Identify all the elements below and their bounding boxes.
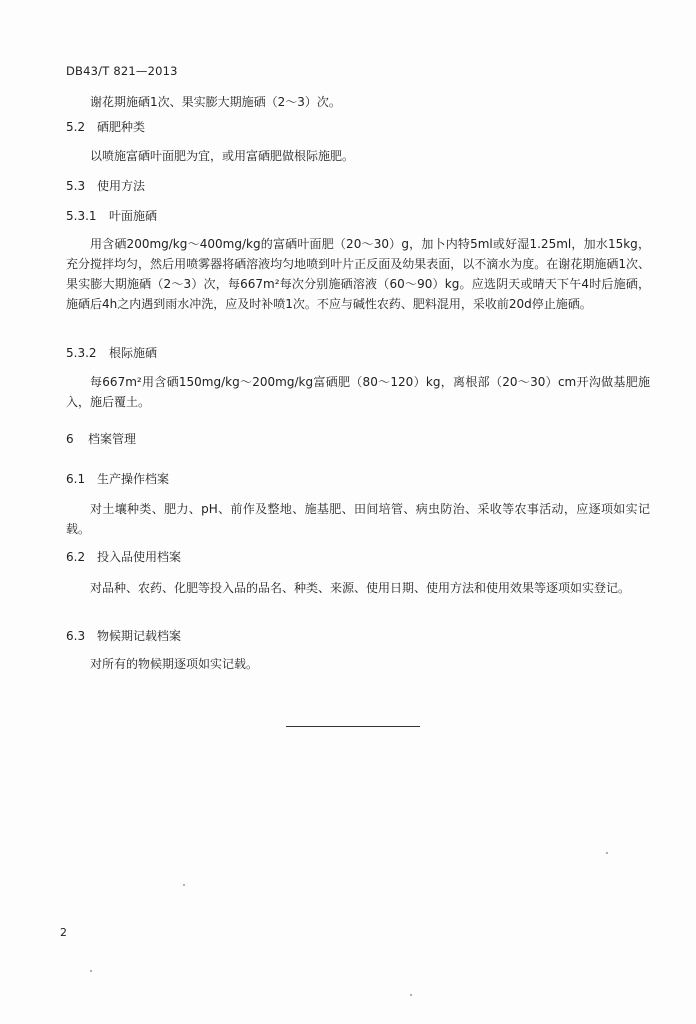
section-5-3-2-heading — [66, 344, 157, 362]
section-number: 5.3 — [66, 179, 86, 193]
section-6-heading — [66, 430, 136, 448]
section-5-3-1-paragraph: 用含硒200mg/kg～400mg/kg的富硒叶面肥（20～30）g，加卜内特5ml或好湿1.25ml，加水15kg，充分搅拌均匀，然后用喷雾器将硒溶液均匀地喷到叶片正反面及幼果表面，以不滴水为度。在谢花期施硒1次、果实膨大期施硒（2～3）次，每667m²每次分别施硒溶液（60～90）kg。应选阴天或晴天下午4时后施硒，施硒后4h之内遇到雨水冲洗，应及时补喷1次。不应与碱性农药、肥料混用，采收前20d停止施硒。 — [66, 237, 650, 311]
section-6-2-paragraph: 对品种、农药、化肥等投入品的品名、种类、来源、使用日期、使用方法和使用效果等逐项如实登记。 — [90, 581, 631, 595]
section-6-3-heading — [66, 627, 181, 645]
section-5-2-paragraph: 以喷施富硒叶面肥为宜，或用富硒肥做根际施肥。 — [90, 149, 355, 163]
page-number: 2 — [60, 926, 67, 939]
section-6-3-paragraph: 对所有的物候期逐项如实记载。 — [90, 657, 259, 671]
section-title: 叶面施硒 — [109, 209, 158, 223]
standard-code-header: DB43/T 821—2013 — [66, 64, 178, 78]
section-title: 根际施硒 — [109, 346, 158, 360]
section-number: 6.2 — [66, 550, 86, 564]
scan-speck — [183, 884, 185, 886]
section-title: 投入品使用档案 — [97, 550, 182, 564]
section-number: 5.3.1 — [66, 209, 97, 223]
end-of-document-rule — [286, 726, 420, 727]
section-6-1-paragraph: 对土壤种类、肥力、pH、前作及整地、施基肥、田间培管、病虫防治、采收等农事活动，应逐项如实记载。 — [66, 502, 650, 536]
section-5-2-heading — [66, 118, 145, 136]
section-6-1-heading — [66, 470, 169, 488]
section-title: 物候期记载档案 — [97, 629, 182, 643]
section-number: 6.1 — [66, 472, 86, 486]
scan-speck — [90, 970, 92, 972]
section-title: 档案管理 — [88, 432, 137, 446]
section-title: 生产操作档案 — [97, 472, 170, 486]
section-5-3-heading — [66, 177, 145, 195]
section-number: 6 — [66, 432, 74, 446]
section-6-2-heading — [66, 548, 181, 566]
intro-paragraph: 谢花期施硒1次、果实膨大期施硒（2～3）次。 — [90, 95, 341, 109]
section-5-3-1-heading — [66, 207, 157, 225]
section-number: 5.3.2 — [66, 346, 97, 360]
section-title: 使用方法 — [97, 179, 146, 193]
section-title: 硒肥种类 — [97, 120, 146, 134]
section-number: 6.3 — [66, 629, 86, 643]
section-number: 5.2 — [66, 120, 86, 134]
scan-speck — [410, 994, 412, 996]
section-5-3-2-paragraph: 每667m²用含硒150mg/kg～200mg/kg富硒肥（80～120）kg，离根部（20～30）cm开沟做基肥施入，施后覆土。 — [66, 375, 650, 409]
scan-speck — [606, 852, 608, 854]
